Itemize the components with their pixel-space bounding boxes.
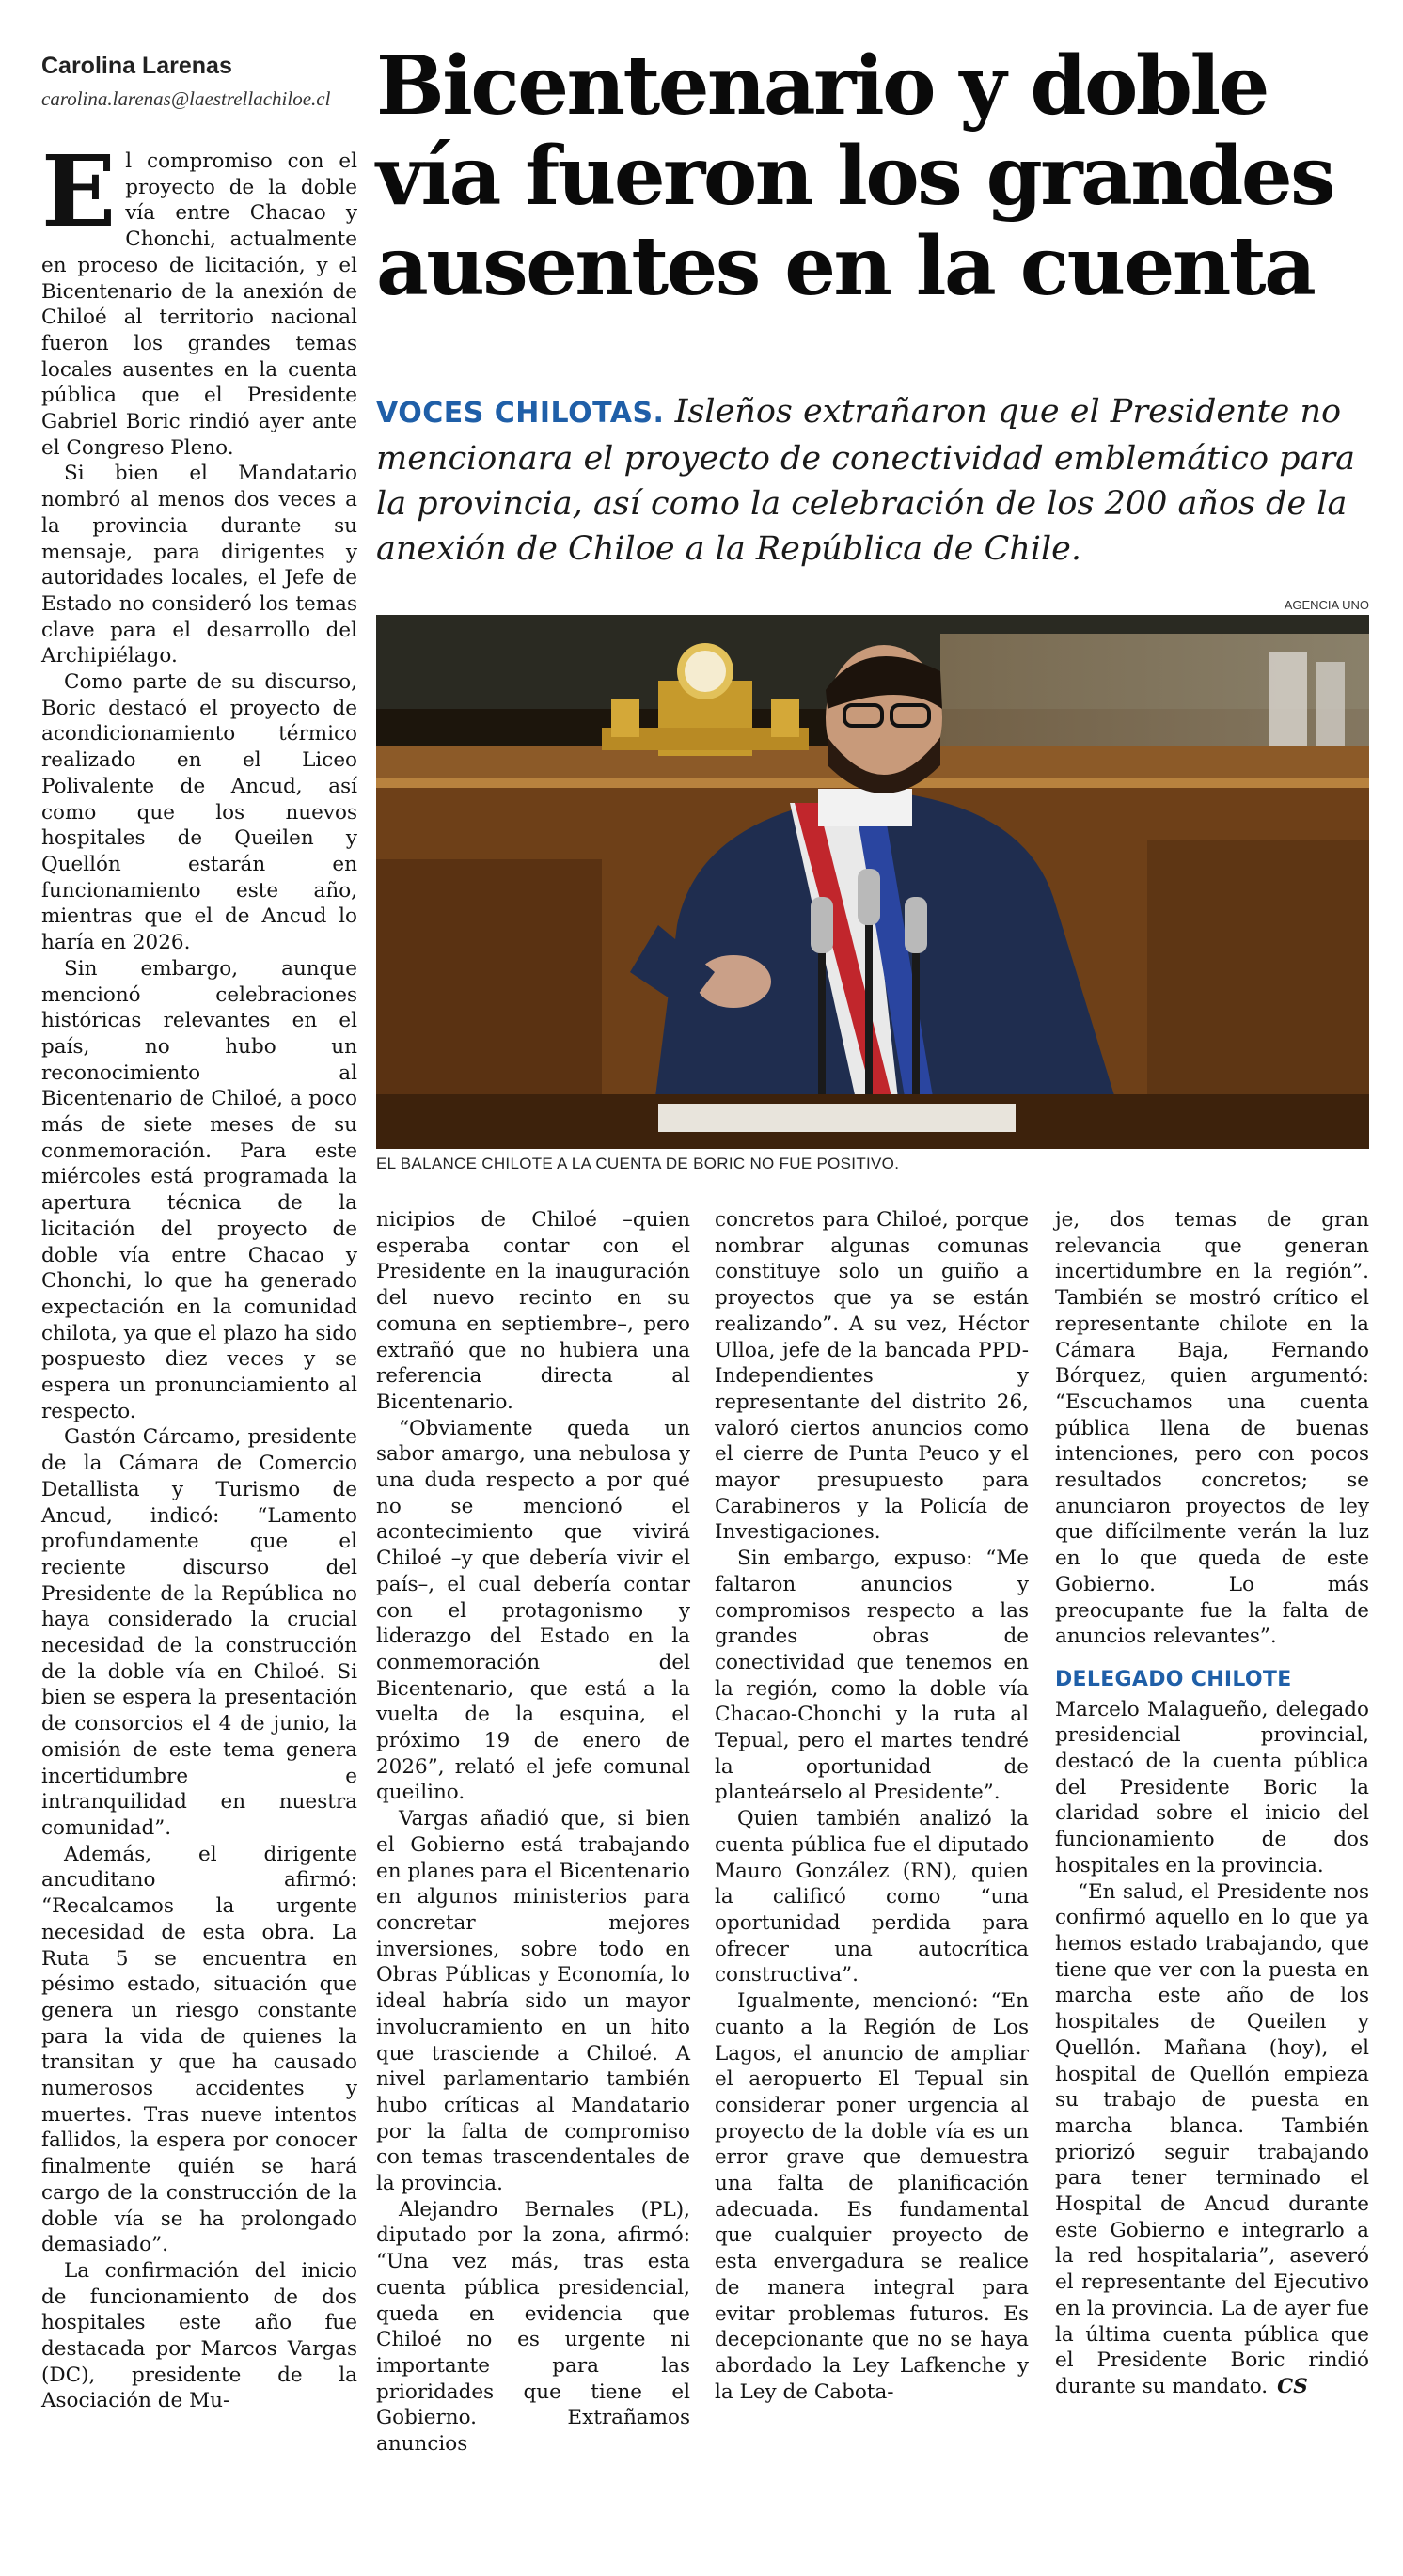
article-column-3: [715, 1207, 1029, 2405]
article-paragraph: Además, el dirigente ancuditano afirmó: “Recalcamos la urgente necesidad de esta obra. La Ruta 5 se encuentra en pésimo estado, situación que genera un riesgo constante para la vida de quienes la transitan y que ha causado numerosos accidentes y muertes. Tras nueve intentos fallidos, la espera por conocer finalmente quién se hará cargo de la construcción de la doble vía se ha prolongado demasiado”.: [41, 1842, 357, 2257]
photo-credit: AGENCIA UNO: [1284, 598, 1369, 612]
article-paragraph: “Obviamente queda un sabor amargo, una nebulosa y una duda respecto a por qué no se mencionó el acontecimiento que vivirá Chiloé –y que debería vivir el país–, el cual debería contar con el protagonismo y liderazgo del Estado en la conmemoración del Bicentenario, que está a la vuelta de la esquina, el próximo 19 de enero de 2026”, relató el jefe comunal queilino.: [376, 1416, 690, 1805]
article-paragraph: Quien también analizó la cuenta pública fue el diputado Mauro González (RN), quien la calificó como “una oportunidad perdida para ofrecer una autocrítica constructiva”.: [715, 1807, 1029, 1987]
drop-cap: E: [41, 134, 117, 249]
president-speech-illustration: [376, 615, 1369, 1149]
article-paragraph: Como parte de su discurso, Boric destacó el proyecto de acondicionamiento térmico realizado en el Liceo Polivalente de Ancud, así como que los nuevos hospitales de Queilen y Quellón estarán en funcionamiento este año, mientras que el de Ancud lo haría en 2026.: [41, 670, 357, 955]
article-paragraph: [41, 134, 357, 461]
article-paragraph-final: [1055, 1879, 1369, 2400]
article-paragraph: nicipios de Chiloé –quien esperaba contar con el Presidente en la inauguración del nuevo recinto en su comuna en septiembre–, pero extrañó que no hubiera una referencia directa al Bicentenario.: [376, 1208, 690, 1414]
article-paragraph: Si bien el Mandatario nombró al menos dos veces a la provincia durante su mensaje, para dirigentes y autoridades locales, el Jefe de Estado no consideró los temas clave para el desarrollo del Archipiélago.: [41, 462, 357, 668]
article-column-2: [376, 1207, 690, 2458]
lead-paragraph: [376, 389, 1364, 572]
news-photo: [376, 615, 1369, 1149]
lead-text: Isleños extrañaron que el Presidente no mencionara el proyecto de conectividad emblemático para la provincia, así como la celebración de los 200 años de la anexión de Chiloe a la República de Chile.: [376, 393, 1356, 568]
photo-caption: EL BALANCE CHILOTE A LA CUENTA DE BORIC NO FUE POSITIVO.: [376, 1154, 900, 1172]
article-column-1: [41, 134, 357, 2414]
article-paragraph: Alejandro Bernales (PL), diputado por la zona, afirmó: “Una vez más, tras esta cuenta pública presidencial, queda en evidencia que Chiloé no es urgente ni importante para las prioridades que tiene el Gobierno. Extrañamos anuncios: [376, 2197, 690, 2457]
article-paragraph: Vargas añadió que, si bien el Gobierno está trabajando en planes para el Bicentenario en algunos ministerios para concretar mejores inversiones, sobre todo en Obras Públicas y Economía, lo ideal habría sido un mayor involucramiento en un hito que trasciende a Chiloé. A nivel parlamentario también hubo críticas al Mandatario por la falta de compromiso con temas trascendentales de la provincia.: [376, 1807, 690, 2196]
article-paragraph-text: “En salud, el Presidente nos confirmó aquello en lo que ya hemos estado trabajando, que tiene que ver con la puesta en marcha este año de los hospitales de Queilen y Quellón. Mañana (hoy), el hospital de Quellón empieza su trabajo de puesta en marcha blanca. También priorizó seguir trabajando para tener terminado el Hospital de Ancud durante este Gobierno e integrarlo a la red hospitalaria”, aseveró el representante del Ejecutivo en la provincia. La de ayer fue la última cuenta pública que el Presidente Boric rindió durante su mandato.: [1055, 1879, 1369, 2398]
article-paragraph: Igualmente, mencionó: “En cuanto a la Región de Los Lagos, el anuncio de ampliar el aeropuerto El Tepual sin considerar poner urgencia al proyecto de la doble vía es un error grave que demuestra una falta de planificación adecuada. Es fundamental que cualquier proyecto de esta envergadura se realice de manera integral para evitar problemas futuros. Es decepcionante que no se haya abordado la Ley Lafkenche y la Ley de Cabota-: [715, 1989, 1029, 2404]
author-name: Carolina Larenas: [41, 53, 232, 79]
article-paragraph: Sin embargo, aunque mencionó celebraciones históricas relevantes en el país, no hubo un reconocimiento al Bicentenario de Chiloé, a poco más de siete meses de su conmemoración. Para este miércoles está programada la apertura técnica de la licitación del proyecto de doble vía entre Chacao y Chonchi, lo que ha generado expectación en la comunidad chilota, ya que el plazo ha sido pospuesto diez veces y se espera un pronunciamiento al respecto.: [41, 956, 357, 1423]
author-email[interactable]: carolina.larenas@laestrellachiloe.cl: [41, 87, 331, 110]
headline: Bicentenario y doble vía fueron los grandes ausentes en la cuenta: [376, 39, 1334, 314]
section-subhead: DELEGADO CHILOTE: [1055, 1667, 1292, 1691]
article-paragraph: concretos para Chiloé, porque nombrar algunas comunas constituye solo un guiño a proyectos que ya se están realizando”. A su vez, Héctor Ulloa, jefe de la bancada PPD-Independientes y representante del distrito 26, valoró ciertos anuncios como el cierre de Punta Peuco y el mayor presupuesto para Carabineros y la Policía de Investigaciones.: [715, 1208, 1029, 1545]
article-paragraph: Sin embargo, expuso: “Me faltaron anuncios y compromisos respecto a las grandes obras de conectividad que tenemos en la región, como la doble vía Chacao-Chonchi y la ruta al Tepual, pero el martes tendré la oportunidad de planteárselo al Presidente”.: [715, 1547, 1029, 1805]
article-paragraph: je, dos temas de gran relevancia que generan incertidumbre en la región”. También se mostró crítico el representante chilote en la Cámara Baja, Fernando Bórquez, quien argumentó: “Escuchamos una cuenta pública llena de buenas intenciones, pero con pocos resultados concretos; se anunciaron proyectos de ley que difícilmente verán la luz en lo que queda de este Gobierno. Lo más preocupante fue la falta de anuncios relevantes”.: [1055, 1208, 1369, 1649]
byline: [41, 53, 361, 111]
end-mark: CS: [1277, 2374, 1308, 2398]
article-paragraph: Gastón Cárcamo, presidente de la Cámara de Comercio Detallista y Turismo de Ancud, indicó: “Lamento profundamente que el reciente discurso del Presidente de la República no haya considerado la crucial necesidad de la construcción de la doble vía en Chiloé. Si bien se espera la presentación de consorcios el 4 de junio, la omisión de este tema genera incertidumbre e intranquilidad en nuestra comunidad”.: [41, 1425, 357, 1840]
article-column-4: [1055, 1207, 1369, 2400]
lead-kicker: VOCES CHILOTAS.: [376, 397, 665, 430]
article-paragraph-text: l compromiso con el proyecto de la doble vía entre Chacao y Chonchi, actualmente en proceso de licitación, y el Bicentenario de la anexión de Chiloé al territorio nacional fueron los grandes temas locales ausentes en la cuenta pública que el Presidente Gabriel Boric rindió ayer ante el Congreso Pleno.: [41, 149, 357, 460]
article-paragraph: Marcelo Malagueño, delegado presidencial provincial, destacó de la cuenta pública del Presidente Boric la claridad sobre el inicio del funcionamiento de dos hospitales en la provincia.: [1055, 1697, 1369, 1877]
article-paragraph: La confirmación del inicio de funcionamiento de dos hospitales este año fue destacada por Marcos Vargas (DC), presidente de la Asociación de Mu-: [41, 2258, 357, 2413]
